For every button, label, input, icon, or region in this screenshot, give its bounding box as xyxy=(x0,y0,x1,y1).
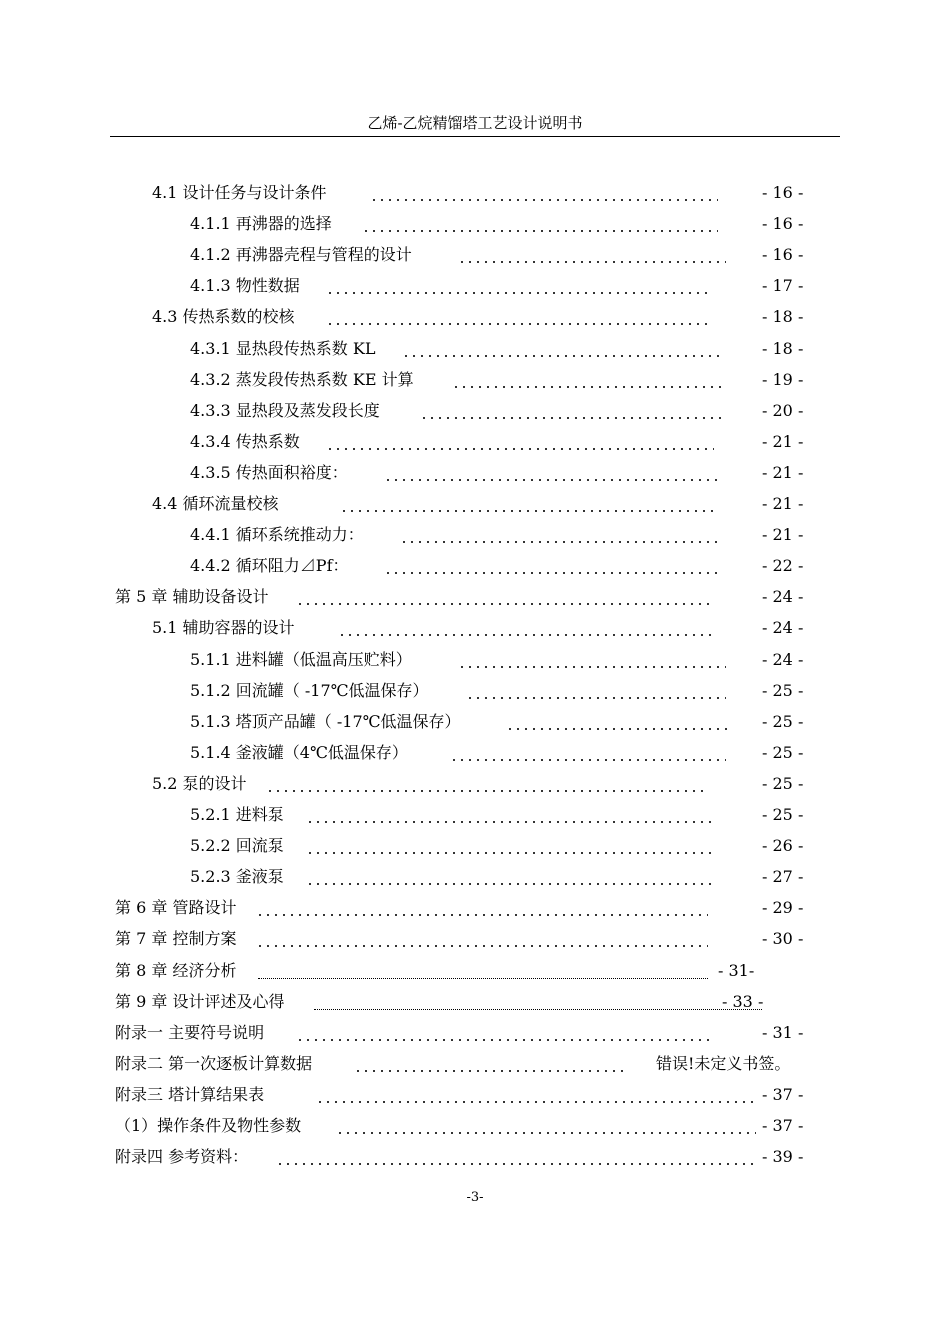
toc-entry[interactable] xyxy=(0,243,950,267)
toc-entry-label: 附录一 主要符号说明 xyxy=(115,1022,265,1042)
toc-entry-label: 5.1.4 釜液罐（4℃低温保存） xyxy=(190,742,408,762)
toc-entry[interactable] xyxy=(0,990,950,1014)
dot-leader xyxy=(256,927,708,951)
toc-entry-label: 5.1.2 回流罐（ -17℃低温保存） xyxy=(190,680,429,700)
dot-leader xyxy=(306,865,712,889)
toc-entry-page: - 21 - xyxy=(762,525,804,545)
toc-entry-label: 4.3.1 显热段传热系数 KL xyxy=(190,338,376,358)
toc-entry[interactable] xyxy=(0,710,950,734)
toc-entry-label: 附录四 参考资料： xyxy=(115,1147,249,1167)
dot-leader xyxy=(266,772,708,796)
toc-entry-label: 4.4 循环流量校核 xyxy=(152,494,279,513)
dot-leader xyxy=(256,896,708,920)
toc-entry[interactable] xyxy=(0,1145,950,1169)
toc-entry-label: 4.4.1 循环系统推动力： xyxy=(190,525,364,545)
toc-entry-page: - 19 - xyxy=(762,369,804,389)
toc-entry-page: - 22 - xyxy=(762,556,804,576)
dot-leader xyxy=(450,741,726,765)
toc-entry-label: 5.1.3 塔顶产品罐（ -17℃低温保存） xyxy=(190,711,461,731)
toc-entry-page: - 30 - xyxy=(762,929,804,949)
toc-entry-label: 5.2.2 回流泵 xyxy=(190,836,284,856)
toc-entry[interactable] xyxy=(0,554,950,578)
dot-leader xyxy=(314,1009,762,1010)
toc-entry-label: 4.1 设计任务与设计条件 xyxy=(152,183,327,202)
toc-entry[interactable] xyxy=(0,741,950,765)
toc-entry-page: - 16 - xyxy=(762,245,804,265)
toc-entry-label: 4.3 传热系数的校核 xyxy=(152,307,295,327)
toc-entry-label: 4.1.2 再沸器壳程与管程的设计 xyxy=(190,245,412,265)
page-number: -3- xyxy=(466,1190,484,1205)
toc-entry[interactable] xyxy=(0,648,950,672)
toc-entry-page: - 20 - xyxy=(762,400,804,420)
toc-entry-label: 第 5 章 辅助设备设计 xyxy=(115,587,269,607)
toc-entry[interactable] xyxy=(0,430,950,454)
toc-entry-page: - 25 - xyxy=(762,711,804,731)
dot-leader xyxy=(296,585,712,609)
toc-entry-page: - 25 - xyxy=(762,680,804,700)
toc-entry-label: 4.3.5 传热面积裕度： xyxy=(190,462,348,482)
toc-entry-label: 第 7 章 控制方案 xyxy=(115,929,237,949)
toc-entry[interactable] xyxy=(0,959,950,983)
toc-entry[interactable] xyxy=(0,1083,950,1107)
dot-leader xyxy=(338,616,716,640)
dot-leader xyxy=(384,461,718,485)
toc-entry-label: 4.1.1 再沸器的选择 xyxy=(190,214,332,234)
toc-entry-label: 第 6 章 管路设计 xyxy=(115,898,237,918)
dot-leader xyxy=(326,274,712,298)
toc-entry-page: - 18 - xyxy=(762,307,804,327)
toc-entry[interactable] xyxy=(0,461,950,485)
running-header: 乙烯-乙烷精馏塔工艺设计说明书 xyxy=(367,114,583,132)
dot-leader xyxy=(506,710,730,734)
dot-leader xyxy=(466,679,726,703)
toc-entry-label: 4.3.3 显热段及蒸发段长度 xyxy=(190,400,380,420)
toc-entry-label: 附录三 塔计算结果表 xyxy=(115,1084,265,1104)
toc-entry-label: （1）操作条件及物性参数 xyxy=(115,1116,302,1135)
dot-leader xyxy=(458,243,726,267)
toc-entry-page: - 17 - xyxy=(762,276,804,296)
toc-entry-page: - 37 - xyxy=(762,1084,804,1104)
dot-leader xyxy=(354,1052,624,1076)
toc-entry[interactable] xyxy=(0,181,950,205)
toc-entry-page: - 25 - xyxy=(762,805,804,824)
dot-leader xyxy=(316,1083,756,1107)
toc-entry[interactable] xyxy=(0,772,950,796)
toc-entry-page: - 21 - xyxy=(762,494,804,513)
toc-entry-page: - 21 - xyxy=(762,431,804,451)
toc-entry[interactable] xyxy=(0,896,950,920)
toc-entry-label: 4.3.4 传热系数 xyxy=(190,431,300,451)
toc-entry-page: - 29 - xyxy=(762,898,804,918)
dot-leader xyxy=(296,1021,712,1045)
toc-entry-page: - 24 - xyxy=(762,649,804,669)
toc-entry-page: - 33 - xyxy=(722,991,764,1011)
toc-entry-page: - 25 - xyxy=(762,742,804,762)
toc-entry-page: - 24 - xyxy=(762,618,804,638)
toc-entry-label: 4.4.2 循环阻力⊿Pf： xyxy=(190,556,349,576)
toc-entry-page: - 39 - xyxy=(762,1147,804,1167)
toc-entry[interactable] xyxy=(0,523,950,547)
toc-entry-label: 4.3.2 蒸发段传热系数 KE 计算 xyxy=(190,369,414,389)
toc-entry[interactable] xyxy=(0,1052,950,1076)
dot-leader xyxy=(384,554,718,578)
header-rule xyxy=(110,136,840,137)
dot-leader xyxy=(326,430,714,454)
dot-leader xyxy=(362,212,718,236)
dot-leader xyxy=(340,492,716,516)
toc-entry-label: 4.1.3 物性数据 xyxy=(190,276,300,296)
toc-entry[interactable] xyxy=(0,1021,950,1045)
dot-leader xyxy=(258,978,708,979)
toc-entry-label: 第 9 章 设计评述及心得 xyxy=(115,991,285,1011)
toc-entry[interactable] xyxy=(0,803,950,827)
toc-entry-label: 5.2.3 釜液泵 xyxy=(190,867,284,887)
toc-entry[interactable] xyxy=(0,368,950,392)
toc-entry-label: 5.1 辅助容器的设计 xyxy=(152,618,295,638)
toc-entry[interactable] xyxy=(0,616,950,640)
dot-leader xyxy=(452,368,726,392)
toc-entry-page: - 27 - xyxy=(762,867,804,887)
toc-entry-page: - 21 - xyxy=(762,462,804,482)
toc-entry[interactable] xyxy=(0,679,950,703)
dot-leader xyxy=(420,399,722,423)
toc-entry[interactable] xyxy=(0,834,950,858)
toc-entry-label: 附录二 第一次逐板计算数据 xyxy=(115,1053,313,1073)
toc-entry[interactable] xyxy=(0,865,950,889)
toc-entry[interactable] xyxy=(0,585,950,609)
toc-entry[interactable] xyxy=(0,337,950,361)
toc-entry[interactable] xyxy=(0,1114,950,1138)
dot-leader xyxy=(400,523,720,547)
toc-entry[interactable] xyxy=(0,212,950,236)
toc-entry-page: - 24 - xyxy=(762,587,804,607)
toc-entry-page: - 25 - xyxy=(762,773,804,793)
toc-entry[interactable] xyxy=(0,305,950,329)
dot-leader xyxy=(370,181,718,205)
dot-leader xyxy=(276,1145,756,1169)
dot-leader xyxy=(336,1114,756,1138)
toc-entry-page: - 18 - xyxy=(762,338,804,358)
toc-entry-page: - 26 - xyxy=(762,836,804,856)
dot-leader xyxy=(306,803,712,827)
toc-entry-page: - 31- xyxy=(718,960,755,980)
dot-leader xyxy=(326,305,712,329)
toc-entry[interactable] xyxy=(0,927,950,951)
toc-entry[interactable] xyxy=(0,492,950,516)
dot-leader xyxy=(402,337,720,361)
toc-entry[interactable] xyxy=(0,274,950,298)
toc-entry-page: - 37 - xyxy=(762,1116,804,1135)
dot-leader xyxy=(458,648,726,672)
dot-leader xyxy=(306,834,712,858)
toc-entry-label: 5.2 泵的设计 xyxy=(152,773,247,793)
toc-entry-label: 5.1.1 进料罐（低温高压贮料） xyxy=(190,649,412,669)
toc-entry-page: - 31 - xyxy=(762,1022,804,1042)
toc-entry-page: - 16 - xyxy=(762,183,804,202)
toc-entry-page: 错误!未定义书签。 xyxy=(656,1053,791,1073)
toc-entry-label: 第 8 章 经济分析 xyxy=(115,960,237,980)
toc-entry[interactable] xyxy=(0,399,950,423)
toc-entry-label: 5.2.1 进料泵 xyxy=(190,805,284,824)
toc-entry-page: - 16 - xyxy=(762,214,804,234)
